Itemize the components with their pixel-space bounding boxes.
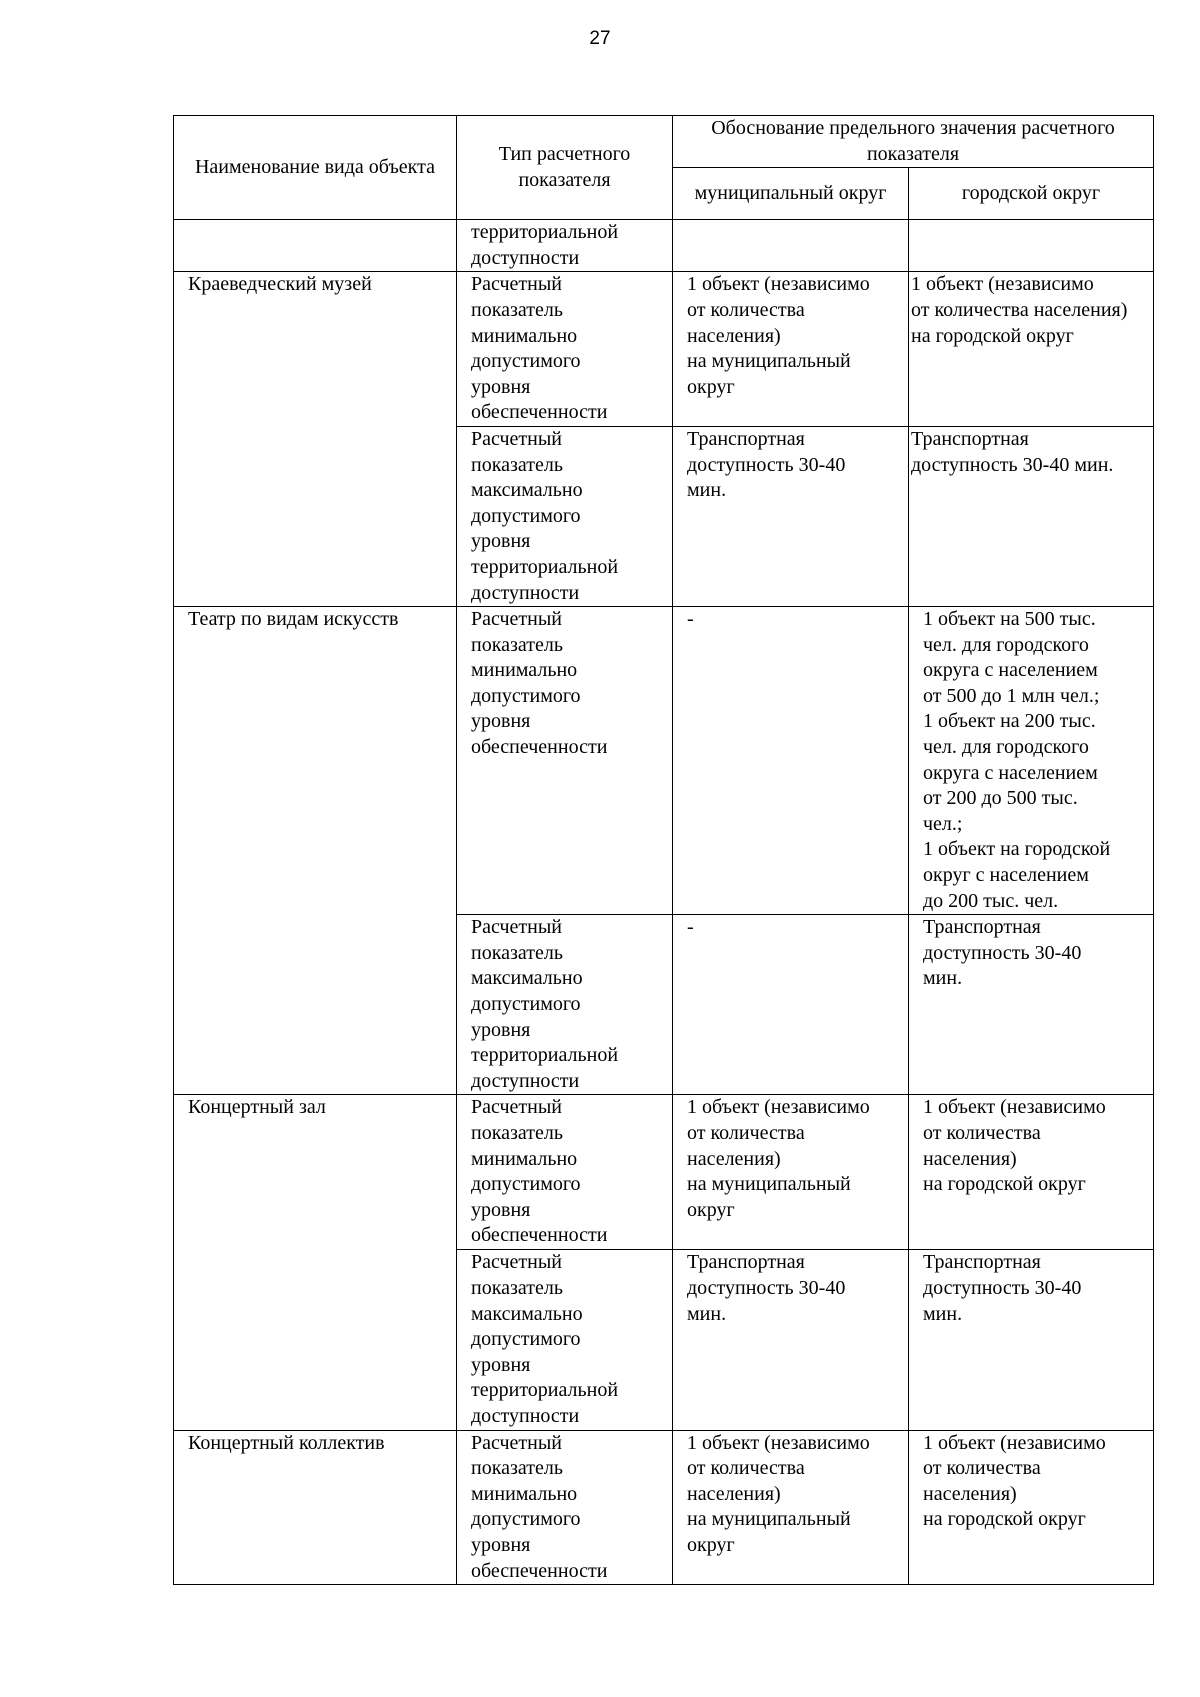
table-header-row [174,116,1154,168]
cell-city-value: Транспортная доступность 30-40 мин. [909,1250,1154,1430]
table-row [174,272,1154,427]
cell-municipal-value [673,220,909,272]
header-justification: Обоснование предельного значения расчетного показателя [673,116,1154,168]
cell-indicator-type: Расчетный показатель максимально допустимого уровня территориальной доступности [457,426,673,606]
header-object-type: Наименование вида объекта [174,116,457,220]
header-municipal-district: муниципальный округ [673,168,909,220]
cell-indicator-type: Расчетный показатель максимально допустимого уровня территориальной доступности [457,1250,673,1430]
cell-municipal-value: Транспортная доступность 30-40 мин. [673,1250,909,1430]
cell-city-value: 1 объект на 500 тыс. чел. для городского округа с населением от 500 до 1 млн чел.; 1 объект на 200 тыс. чел. для городского округа с населением от 200 до 500 тыс. чел.; 1 объект на городской округ с населением до 200 тыс. чел. [909,607,1154,915]
cell-object-name: Краеведческий музей [174,272,457,607]
cell-municipal-value: - [673,915,909,1095]
page-number: 27 [589,28,611,49]
cell-object-name: Концертный зал [174,1095,457,1430]
table-row [174,220,1154,272]
table-row [174,1430,1154,1585]
cell-indicator-type: территориальной доступности [457,220,673,272]
cell-indicator-type: Расчетный показатель минимально допустимого уровня обеспеченности [457,1095,673,1250]
cell-object-name: Театр по видам искусств [174,607,457,1095]
cell-city-value [909,220,1154,272]
cell-municipal-value: 1 объект (независимо от количества населения) на муниципальный округ [673,1430,909,1585]
cell-object-name: Концертный коллектив [174,1430,457,1585]
cell-municipal-value: Транспортная доступность 30-40 мин. [673,426,909,606]
cell-object-name [174,220,457,272]
cell-indicator-type: Расчетный показатель максимально допустимого уровня территориальной доступности [457,915,673,1095]
table-row [174,607,1154,915]
header-city-district: городской округ [909,168,1154,220]
cell-indicator-type: Расчетный показатель минимально допустимого уровня обеспеченности [457,272,673,427]
cell-city-value: Транспортная доступность 30-40 мин. [909,426,1154,606]
cell-indicator-type: Расчетный показатель минимально допустимого уровня обеспеченности [457,1430,673,1585]
cell-municipal-value: 1 объект (независимо от количества населения) на муниципальный округ [673,272,909,427]
cell-city-value: 1 объект (независимо от количества населения) на городской округ [909,1430,1154,1585]
standards-table [173,115,1154,1585]
header-indicator-type: Тип расчетного показателя [457,116,673,220]
table-row [174,1095,1154,1250]
cell-municipal-value: 1 объект (независимо от количества населения) на муниципальный округ [673,1095,909,1250]
cell-city-value: 1 объект (независимо от количества населения) на городской округ [909,1095,1154,1250]
cell-municipal-value: - [673,607,909,915]
cell-city-value: 1 объект (независимо от количества населения) на городской округ [909,272,1154,427]
cell-city-value: Транспортная доступность 30-40 мин. [909,915,1154,1095]
cell-indicator-type: Расчетный показатель минимально допустимого уровня обеспеченности [457,607,673,915]
